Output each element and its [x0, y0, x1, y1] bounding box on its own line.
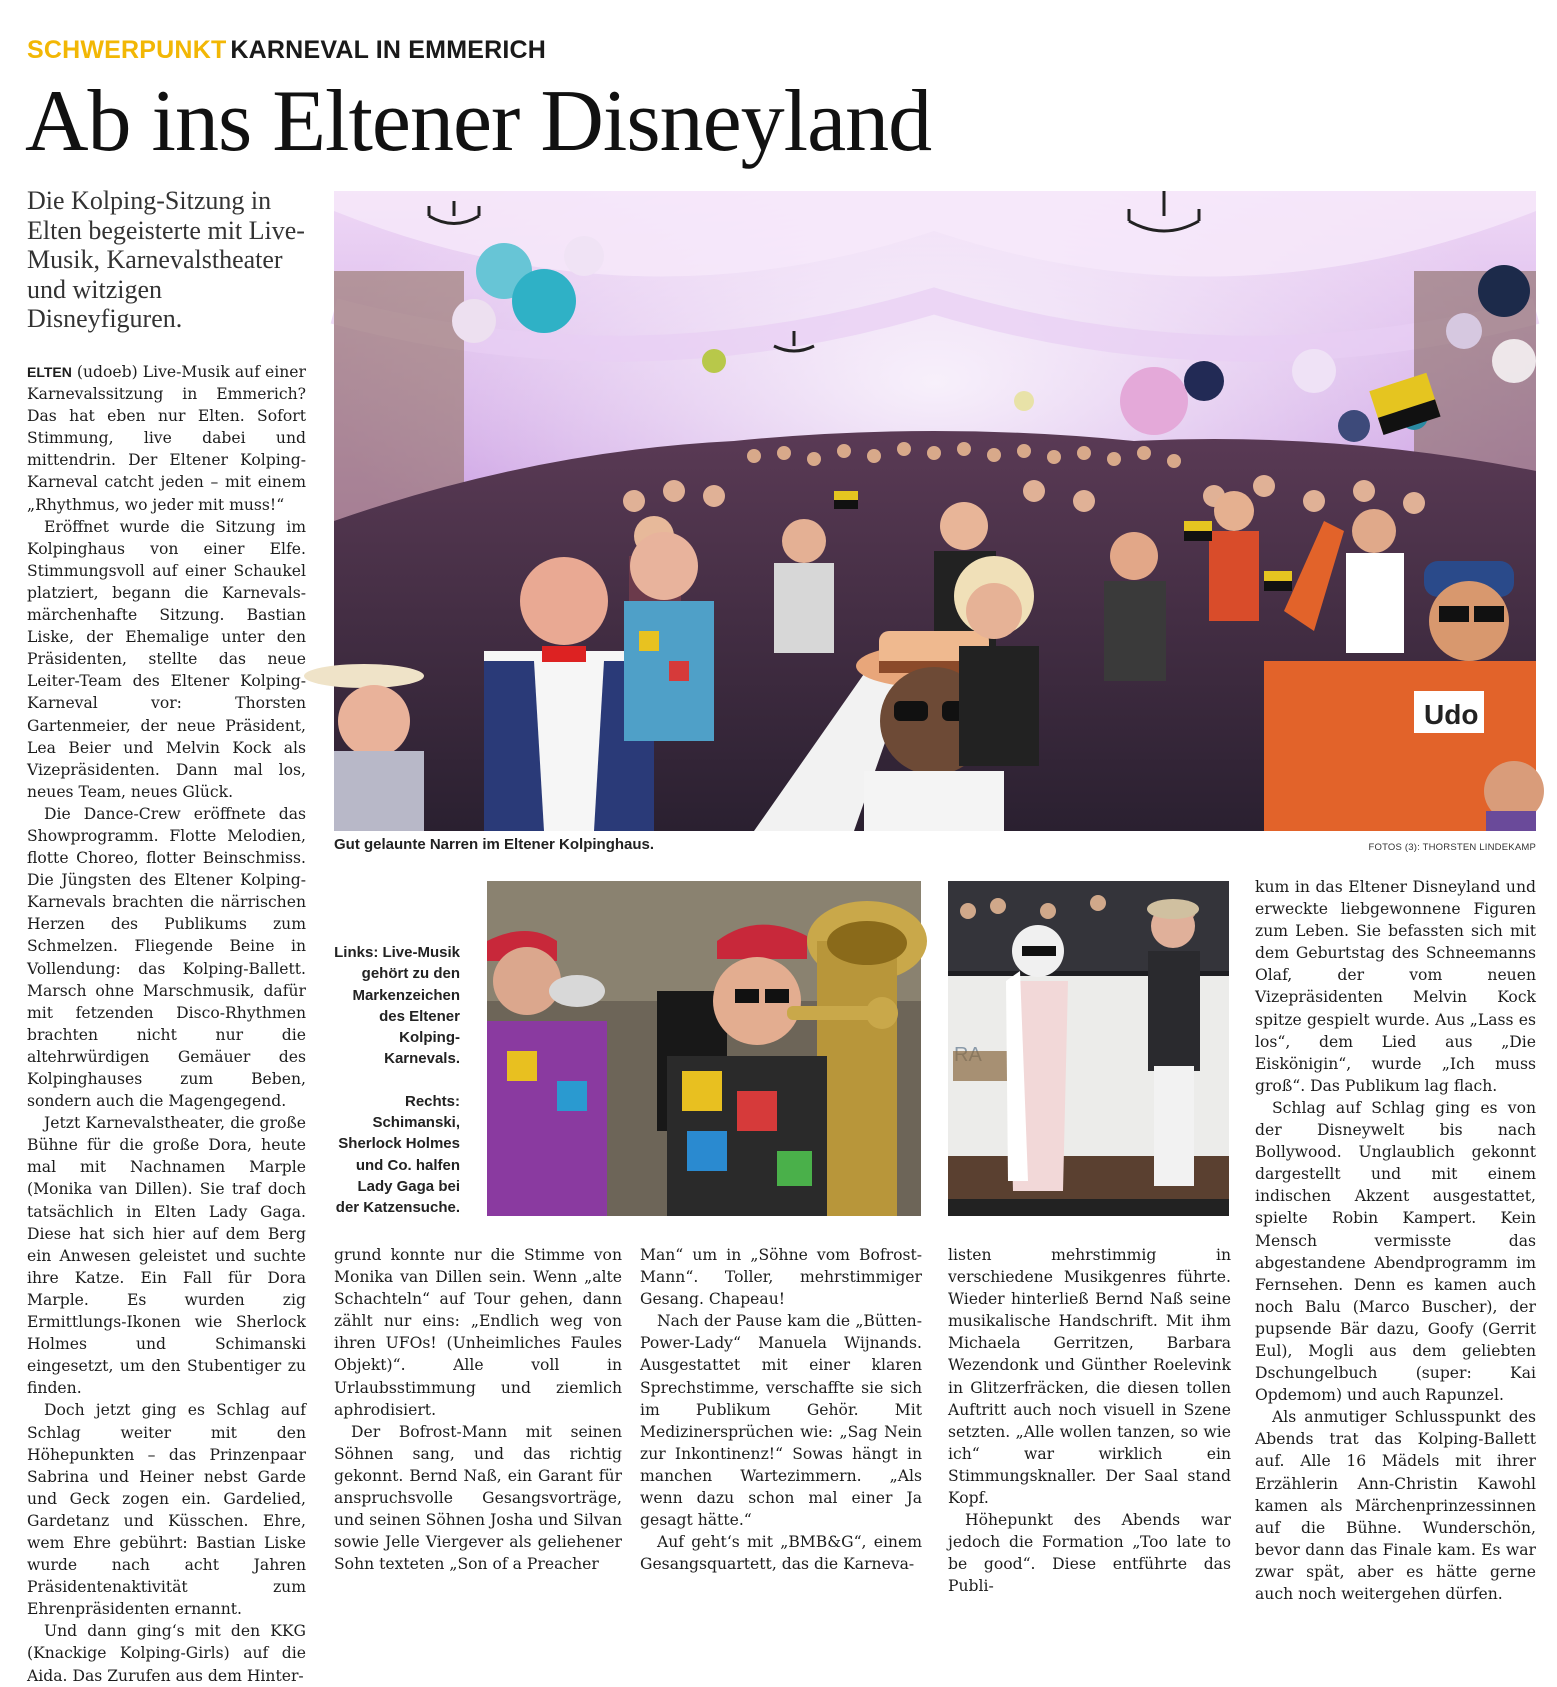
body-column-3 — [640, 1244, 922, 1574]
side-caption-left: Links: Live-Musik gehört zu den Markenzeichen des Eltener Kolping-Karnevals. — [334, 944, 460, 1068]
body-column-1 — [27, 361, 306, 1685]
body-column-2 — [334, 1244, 622, 1574]
main-photo — [334, 191, 1536, 831]
paragraph-3: Die Dance-Crew eröffnete das Showprogramm. Flotte Melodien, flotte Choreo, flotter Beinschmiss. Die Jüngsten des Eltener Kolping-Karnevals brachten die närrischen Herzen des Publikums zum Schmelzen. Fliegende Beine in Vollendung: das Kolping-Ballett. Marsch ohne Marschmusik, dafür mit fetzenden Disco-Rhythmen brachten nicht nur die altehrwürdigen Gemäuer des Kolpinghauses zum Beben, sondern auch die Magengegend. — [27, 804, 306, 1111]
teaser: Die Kolping-Sitzung in Elten begeisterte mit Live-Musik, Karnevalstheater und witzigen Disneyfiguren. — [27, 186, 305, 333]
body-column-4 — [948, 1244, 1231, 1596]
side-caption — [330, 942, 460, 1219]
kicker-section: SCHWERPUNKT — [27, 36, 227, 64]
band-photo — [487, 881, 921, 1216]
photo-credit: FOTOS (3): THORSTEN LINDEKAMP — [1368, 842, 1536, 853]
paragraph: Als anmutiger Schlusspunkt des Abends trat das Kolping-Ballett auf. Alle 16 Mädels mit ihrer Erzählerin Ann-Christin Kawohl kamen als Märchenprinzessinnen auf die Bühne. Wunderschön, bevor dann das Finale kam. Es war zwar spät, aber es hätte gerne auch noch weitergehen dürfen. — [1255, 1408, 1536, 1603]
paragraph-6: Und dann ging‘s mit den KKG (Knackige Kolping-Girls) auf die Aida. Das Zurufen aus dem Hinter- — [27, 1622, 306, 1685]
paragraph-4: Jetzt Karnevalstheater, die große Bühne für die große Dora, heute mal mit Nachnamen Marple (Monika van Dillen). Sie traf doch tatsächlich in Elten Lady Gaga. Diese hat sich hier auf dem Berg ein Anwesen geleistet und suchte ihre Katze. Ein Fall für Dora Marple. Es wurden zig Ermittlungs-Ikonen wie Sherlock Holmes und Schimanski eingesetzt, um den Stubentiger zu finden. — [27, 1114, 306, 1398]
paragraph-1-text: (udoeb) Live-Musik auf einer Karnevalssitzung in Emmerich? Das hat eben nur Elten. Sofort Stimmung, live dabei und mittendrin. Der Eltener Kolping-Karneval catcht jeden – mit einem „Rhythmus, wo jeder mit muss!“ — [27, 363, 306, 514]
paragraph-5: Doch jetzt ging es Schlag auf Schlag weiter mit den Höhepunkten – das Prinzenpaar Sabrina und Heiner nebst Garde und Geck zogen ein. Gardelied, Gardetanz und Küsschen. Ehre, wem Ehre gebührt: Bastian Liske wurde nach acht Jahren Präsidentenaktivität zum Ehrenpräsidenten ernannt. — [27, 1401, 306, 1619]
kicker-topic: KARNEVAL IN EMMERICH — [230, 36, 547, 64]
paragraph: Der Bofrost-Mann mit seinen Söhnen sang, und das richtig gekonnt. Bernd Naß, ein Garant für anspruchsvolle Gesangsvorträge, und seinen Söhnen Josha und Silvan sowie Jelle Viergever als geliehener Sohn texteten „Son of a Preacher — [334, 1422, 622, 1574]
hoodie-text: Udo — [1424, 699, 1479, 730]
headline: Ab ins Eltener Disneyland — [25, 73, 932, 170]
paragraph: Höhepunkt des Abends war jedoch die Formation „Too late to be good“. Diese entführte das Publi- — [948, 1511, 1231, 1596]
paragraph-continued: kum in das Eltener Disneyland und erweckte liebgewonnene Figuren zum Leben. Sie befassten sich mit dem Geburtstag des Schneemanns Olaf, der vom neuen Vizepräsidenten Melvin Kock spitze gespielt wurde. Aus „Lass es los“, dem Lied aus „Die Eiskönigin“, wurde „Ich muss groß“. Das Publikum lag flach. — [1255, 878, 1536, 1095]
section-kicker — [27, 36, 546, 65]
paragraph-continued: Man“ um in „Söhne vom Bofrost-Mann“. Toller, mehrstimmiger Gesang. Chapeau! — [640, 1246, 922, 1309]
paragraph: Schlag auf Schlag ging es von der Disneywelt bis nach Bollywood. Unglaublich gekonnt dargestellt und mit einem indischen Akzent ausgestattet, spielte Robin Kampert. Kein Mensch vermisste das abgestandene Abendprogramm im Fernsehen. Denn es kamen auch noch Balu (Marco Buscher), der pupsende Bär dazu, Goofy (Gerrit Eul), Mogli aus dem geliebten Dschungelbuch (super: Kai Opdemom) und auch Rapunzel. — [1255, 1098, 1536, 1405]
side-caption-right: Rechts: Schimanski, Sherlock Holmes und Co. halfen Lady Gaga bei der Katzensuche. — [335, 1092, 460, 1217]
paragraph-1 — [27, 361, 306, 516]
main-photo-caption: Gut gelaunte Narren im Eltener Kolpinghaus. — [334, 836, 655, 853]
paragraph-2: Eröffnet wurde die Sitzung im Kolpinghaus von einer Elfe. Stimmungsvoll auf einer Schaukel platziert, begann die Karnevals-märchenhafte Sitzung. Bastian Liske, der Ehemalige unter den Präsidenten, stellte das neue Leiter-Team des Eltener Kolping-Karneval vor: Thorsten Gartenmeier, der neue Präsident, Lea Beier und Melvin Kock als Vizepräsidenten. Dann mal los, neues Team, neues Glück. — [27, 517, 306, 801]
paragraph: Auf geht‘s mit „BMB&G“, einem Gesangsquartett, das die Karneva- — [640, 1533, 922, 1574]
body-column-5 — [1255, 876, 1536, 1603]
paragraph: Nach der Pause kam die „Bütten-Power-Lady“ Manuela Wijnands. Ausgestattet mit einer klaren Sprechstimme, verschaffte sie sich im Publikum Gehör. Mit Medizinersprüchen wie: „Sag Nein zur Inkontinenz!“ Sowas hängt in manchen Wartezimmern. „Als wenn dazu schon mal einer Ja gesagt hätte.“ — [640, 1312, 922, 1530]
stage-photo — [948, 881, 1229, 1216]
paragraph-continued: listen mehrstimmig in verschiedene Musikgenres führte. Wieder hinterließ Bernd Naß seine musikalische Handschrift. Mit ihm Michaela Gerritzen, Barbara Wezendonk und Günther Roelevink in Glitzerfräcken, die diesen tollen Auftritt auch noch visuell in Szene setzten. „Alle wollen tanzen, so wie ich“ war wirklich ein Stimmungsknaller. Der Saal stand Kopf. — [948, 1246, 1231, 1508]
paragraph-continued: grund konnte nur die Stimme von Monika van Dillen sein. Wenn „alte Schachteln“ auf Tour gehen, dann zählt nur eins: „Endlich weg von ihren UFOs! (Unheimliches Faules Objekt)“. Alle voll in Urlaubsstimmung und ziemlich aphrodisiert. — [334, 1246, 622, 1419]
dateline: ELTEN — [27, 364, 72, 380]
